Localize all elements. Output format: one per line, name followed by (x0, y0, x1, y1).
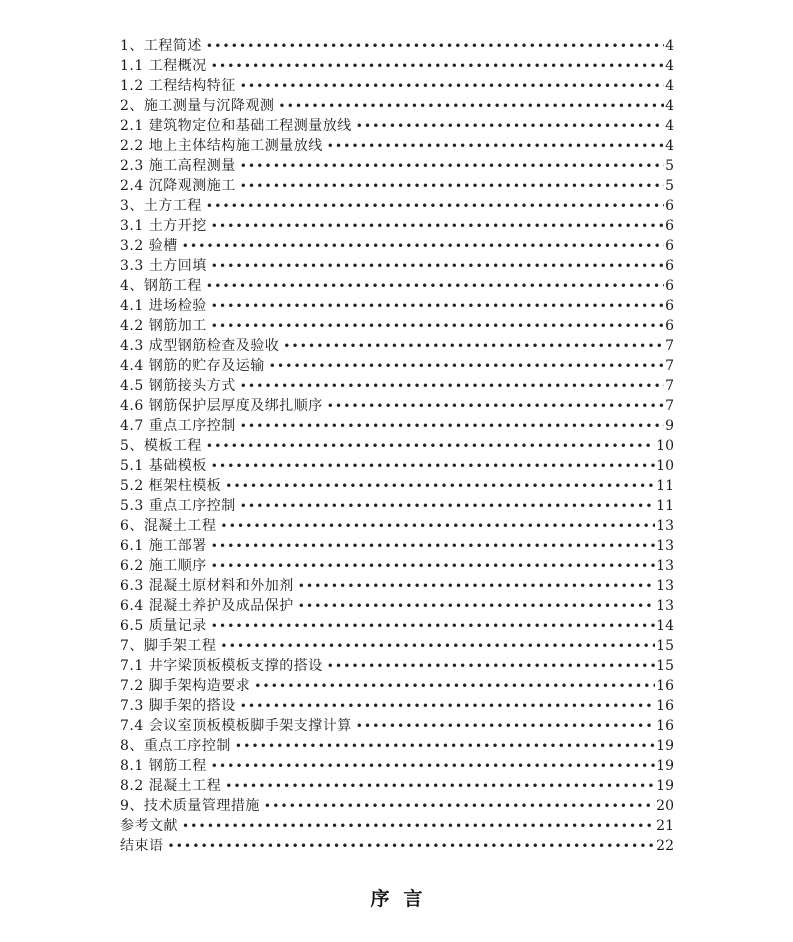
toc-entry[interactable] (120, 156, 674, 176)
toc-dot-leader (278, 96, 664, 116)
toc-entry-title: 2.4 沉降观测施工 (120, 178, 236, 194)
toc-dot-leader (298, 596, 655, 616)
toc-entry[interactable] (120, 56, 674, 76)
toc-dot-leader (211, 56, 664, 76)
toc-entry-page-number: 7 (665, 398, 674, 414)
toc-entry-title: 8.1 钢筋工程 (120, 758, 207, 774)
toc-dot-leader (269, 356, 664, 376)
toc-entry-title: 5.2 框架柱模板 (120, 478, 222, 494)
toc-entry-page-number: 5 (665, 158, 674, 174)
toc-entry[interactable] (120, 556, 674, 576)
toc-entry[interactable] (120, 236, 674, 256)
toc-dot-leader (240, 376, 664, 396)
toc-entry-title: 2、施工测量与沉降观测 (120, 98, 275, 114)
toc-entry-page-number: 4 (665, 138, 674, 154)
toc-dot-leader (211, 456, 655, 476)
toc-entry[interactable] (120, 36, 674, 56)
toc-entry[interactable] (120, 796, 674, 816)
toc-entry[interactable] (120, 676, 674, 696)
toc-entry-page-number: 11 (656, 498, 674, 514)
toc-entry-page-number: 20 (656, 798, 674, 814)
toc-entry-title: 4.5 钢筋接头方式 (120, 378, 236, 394)
toc-dot-leader (182, 816, 655, 836)
toc-entry-page-number: 6 (665, 198, 674, 214)
toc-entry-page-number: 6 (665, 258, 674, 274)
toc-entry[interactable] (120, 656, 674, 676)
toc-entry[interactable] (120, 516, 674, 536)
toc-dot-leader (225, 776, 655, 796)
toc-entry-page-number: 4 (665, 78, 674, 94)
toc-dot-leader (182, 236, 664, 256)
toc-entry-title: 6、混凝土工程 (120, 518, 217, 534)
toc-dot-leader (240, 156, 664, 176)
toc-entry-page-number: 13 (656, 578, 674, 594)
toc-entry[interactable] (120, 136, 674, 156)
toc-entry-page-number: 11 (656, 478, 674, 494)
toc-dot-leader (356, 716, 655, 736)
toc-entry[interactable] (120, 776, 674, 796)
toc-entry-title: 4、钢筋工程 (120, 278, 202, 294)
toc-dot-leader (356, 116, 664, 136)
toc-dot-leader (240, 696, 655, 716)
toc-entry-title: 7.4 会议室顶板模板脚手架支撑计算 (120, 718, 352, 734)
toc-dot-leader (220, 636, 655, 656)
toc-entry[interactable] (120, 836, 674, 856)
toc-dot-leader (264, 796, 655, 816)
toc-entry-page-number: 19 (656, 738, 674, 754)
toc-entry[interactable] (120, 256, 674, 276)
toc-entry[interactable] (120, 536, 674, 556)
toc-entry-page-number: 7 (665, 358, 674, 374)
toc-entry-title: 8.2 混凝土工程 (120, 778, 222, 794)
toc-entry[interactable] (120, 496, 674, 516)
toc-dot-leader (211, 536, 655, 556)
toc-entry-page-number: 16 (656, 698, 674, 714)
toc-entry-page-number: 19 (656, 758, 674, 774)
toc-entry-title: 6.2 施工顺序 (120, 558, 207, 574)
toc-dot-leader (211, 316, 664, 336)
toc-entry-page-number: 10 (656, 458, 674, 474)
toc-entry-page-number: 7 (665, 378, 674, 394)
toc-entry-page-number: 21 (656, 818, 674, 834)
toc-dot-leader (298, 576, 655, 596)
toc-entry[interactable] (120, 636, 674, 656)
toc-entry-page-number: 4 (665, 38, 674, 54)
toc-entry[interactable] (120, 616, 674, 636)
toc-dot-leader (327, 396, 664, 416)
toc-entry-page-number: 16 (656, 678, 674, 694)
toc-dot-leader (206, 436, 655, 456)
toc-entry-page-number: 7 (665, 338, 674, 354)
toc-entry-title: 3.3 土方回填 (120, 258, 207, 274)
toc-dot-leader (206, 196, 664, 216)
toc-entry-title: 结束语 (120, 838, 164, 854)
toc-entry[interactable] (120, 216, 674, 236)
toc-dot-leader (254, 676, 655, 696)
toc-entry-title: 4.6 钢筋保护层厚度及绑扎顺序 (120, 398, 323, 414)
toc-entry[interactable] (120, 96, 674, 116)
toc-entry[interactable] (120, 396, 674, 416)
toc-entry-title: 4.7 重点工序控制 (120, 418, 236, 434)
toc-entry-title: 4.1 进场检验 (120, 298, 207, 314)
toc-entry[interactable] (120, 756, 674, 776)
toc-dot-leader (225, 476, 655, 496)
toc-dot-leader (220, 516, 655, 536)
toc-entry-title: 7、脚手架工程 (120, 638, 217, 654)
toc-entry-page-number: 4 (665, 58, 674, 74)
toc-entry-title: 5.3 重点工序控制 (120, 498, 236, 514)
toc-entry-page-number: 4 (665, 98, 674, 114)
cut-off-text-line (168, 933, 668, 942)
toc-dot-leader (327, 136, 664, 156)
toc-dot-leader (240, 496, 655, 516)
toc-dot-leader (240, 76, 664, 96)
toc-entry[interactable] (120, 196, 674, 216)
toc-entry-title: 7.2 脚手架构造要求 (120, 678, 251, 694)
toc-entry-page-number: 9 (665, 418, 674, 434)
toc-entry-title: 参考文献 (120, 818, 178, 834)
toc-entry-title: 3.1 土方开挖 (120, 218, 207, 234)
toc-entry[interactable] (120, 296, 674, 316)
toc-entry[interactable] (120, 576, 674, 596)
toc-entry-page-number: 10 (656, 438, 674, 454)
toc-entry[interactable] (120, 476, 674, 496)
toc-entry-page-number: 22 (656, 838, 674, 854)
toc-entry[interactable] (120, 736, 674, 756)
toc-entry-page-number: 6 (665, 218, 674, 234)
toc-entry-title: 6.4 混凝土养护及成品保护 (120, 598, 294, 614)
toc-dot-leader (211, 296, 664, 316)
toc-entry-title: 2.2 地上主体结构施工测量放线 (120, 138, 323, 154)
toc-dot-leader (211, 216, 664, 236)
toc-entry-page-number: 13 (656, 518, 674, 534)
toc-dot-leader (211, 756, 655, 776)
toc-entry-page-number: 14 (656, 618, 674, 634)
toc-entry-title: 7.3 脚手架的搭设 (120, 698, 236, 714)
toc-entry-page-number: 4 (665, 118, 674, 134)
toc-entry[interactable] (120, 816, 674, 836)
toc-entry-title: 9、技术质量管理措施 (120, 798, 260, 814)
toc-entry-title: 2.1 建筑物定位和基础工程测量放线 (120, 118, 352, 134)
toc-dot-leader (206, 276, 664, 296)
table-of-contents (120, 36, 674, 856)
toc-dot-leader (283, 336, 664, 356)
toc-entry-title: 4.3 成型钢筋检查及验收 (120, 338, 280, 354)
toc-entry[interactable] (120, 176, 674, 196)
toc-entry-title: 6.5 质量记录 (120, 618, 207, 634)
toc-dot-leader (240, 416, 664, 436)
preface-heading: 序言 (370, 888, 437, 910)
toc-entry-page-number: 19 (656, 778, 674, 794)
toc-entry[interactable] (120, 276, 674, 296)
toc-entry-page-number: 6 (665, 318, 674, 334)
toc-entry[interactable] (120, 716, 674, 736)
toc-entry-title: 5.1 基础模板 (120, 458, 207, 474)
toc-entry[interactable] (120, 116, 674, 136)
toc-entry-title: 2.3 施工高程测量 (120, 158, 236, 174)
toc-entry[interactable] (120, 596, 674, 616)
toc-entry-title: 3.2 验槽 (120, 238, 178, 254)
toc-entry-title: 4.4 钢筋的贮存及运输 (120, 358, 265, 374)
toc-dot-leader (168, 836, 656, 856)
toc-dot-leader (211, 616, 655, 636)
toc-entry-title: 6.1 施工部署 (120, 538, 207, 554)
toc-entry[interactable] (120, 376, 674, 396)
toc-entry-title: 5、模板工程 (120, 438, 202, 454)
toc-entry-page-number: 13 (656, 538, 674, 554)
toc-entry-page-number: 15 (656, 638, 674, 654)
toc-entry-title: 1.1 工程概况 (120, 58, 207, 74)
toc-entry-page-number: 6 (665, 298, 674, 314)
toc-entry[interactable] (120, 696, 674, 716)
toc-entry-title: 7.1 井字梁顶板模板支撑的搭设 (120, 658, 323, 674)
toc-dot-leader (211, 556, 655, 576)
toc-entry-page-number: 13 (656, 558, 674, 574)
toc-entry-title: 6.3 混凝土原材料和外加剂 (120, 578, 294, 594)
toc-entry[interactable] (120, 76, 674, 96)
toc-entry-title: 3、土方工程 (120, 198, 202, 214)
toc-dot-leader (240, 176, 664, 196)
toc-dot-leader (235, 736, 655, 756)
toc-dot-leader (206, 36, 664, 56)
toc-entry[interactable] (120, 436, 674, 456)
toc-entry-page-number: 6 (665, 238, 674, 254)
toc-entry-page-number: 5 (665, 178, 674, 194)
toc-entry-page-number: 6 (665, 278, 674, 294)
toc-dot-leader (211, 256, 664, 276)
toc-entry-title: 1、工程简述 (120, 38, 202, 54)
toc-entry[interactable] (120, 336, 674, 356)
toc-dot-leader (327, 656, 655, 676)
toc-entry-title: 1.2 工程结构特征 (120, 78, 236, 94)
toc-entry-title: 4.2 钢筋加工 (120, 318, 207, 334)
toc-entry-title: 8、重点工序控制 (120, 738, 231, 754)
toc-entry[interactable] (120, 456, 674, 476)
toc-entry-page-number: 16 (656, 718, 674, 734)
toc-entry[interactable] (120, 356, 674, 376)
toc-entry-page-number: 15 (656, 658, 674, 674)
toc-entry[interactable] (120, 416, 674, 436)
toc-entry-page-number: 13 (656, 598, 674, 614)
toc-entry[interactable] (120, 316, 674, 336)
